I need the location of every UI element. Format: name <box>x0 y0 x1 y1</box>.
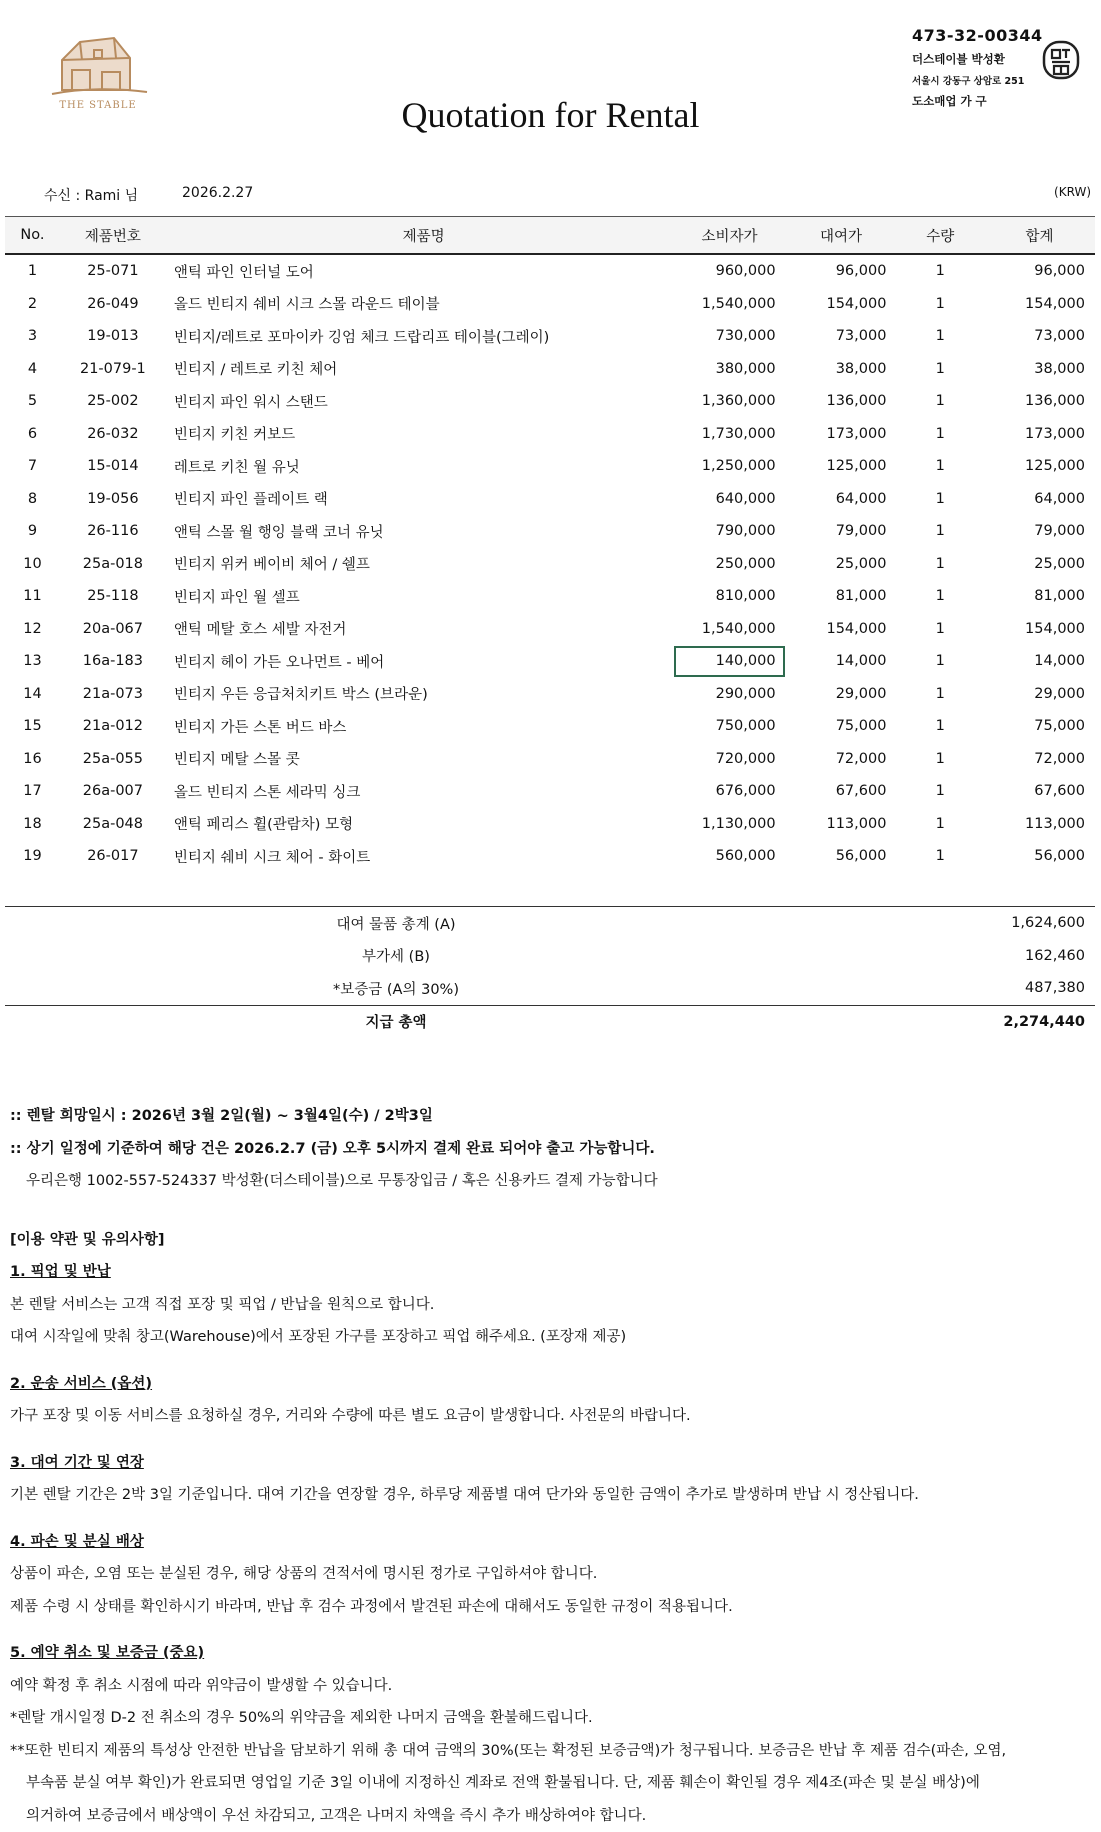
quantity[interactable]: 1 <box>896 254 984 288</box>
quantity[interactable]: 1 <box>896 775 984 808</box>
consumer-price[interactable]: 1,250,000 <box>673 450 785 483</box>
quantity[interactable]: 1 <box>896 418 984 451</box>
product-code[interactable]: 26-032 <box>60 418 166 451</box>
table-row <box>5 645 1095 678</box>
product-code[interactable]: 25-002 <box>60 385 166 418</box>
row-total[interactable]: 173,000 <box>984 418 1095 451</box>
deposit-label: *보증금 (A의 30%) <box>5 972 787 1005</box>
product-name[interactable]: 빈티지/레트로 포마이카 깅엄 체크 드랍리프 테이블(그레이) <box>166 320 674 353</box>
table-row <box>5 254 1095 288</box>
product-name[interactable]: 앤틱 스몰 월 행잉 블랙 코너 유닛 <box>166 515 674 548</box>
product-name[interactable]: 레트로 키친 월 유닛 <box>166 450 674 483</box>
row-number[interactable]: 13 <box>5 645 60 678</box>
row-total[interactable]: 38,000 <box>984 353 1095 386</box>
product-code[interactable]: 26-116 <box>60 515 166 548</box>
col-rental-price: 대여가 <box>786 217 897 255</box>
row-number[interactable]: 14 <box>5 678 60 711</box>
product-name[interactable]: 빈티지 위커 베이비 체어 / 쉘프 <box>166 548 674 581</box>
row-number[interactable]: 9 <box>5 515 60 548</box>
rental-price[interactable]: 73,000 <box>786 320 897 353</box>
product-code[interactable]: 26-049 <box>60 288 166 321</box>
table-row <box>5 840 1095 873</box>
product-name[interactable]: 빈티지 파인 월 셀프 <box>166 580 674 613</box>
consumer-price[interactable]: 730,000 <box>673 320 785 353</box>
business-type: 도소매업 가 구 <box>912 93 1043 109</box>
consumer-price[interactable]: 640,000 <box>673 483 785 516</box>
recipient: 수신 : Rami 님 <box>44 185 138 205</box>
product-name[interactable]: 앤틱 페리스 휠(관람차) 모형 <box>166 808 674 841</box>
row-total[interactable]: 67,600 <box>984 775 1095 808</box>
product-name[interactable]: 빈티지 키친 커보드 <box>166 418 674 451</box>
vat-label: 부가세 (B) <box>5 940 787 973</box>
row-number[interactable]: 5 <box>5 385 60 418</box>
logo-text: THE STABLE <box>42 100 154 111</box>
quantity[interactable]: 1 <box>896 645 984 678</box>
table-row <box>5 775 1095 808</box>
row-total[interactable]: 154,000 <box>984 613 1095 646</box>
grand-total-row <box>5 1005 1095 1038</box>
document-title: Quotation for Rental <box>0 94 1101 136</box>
consumer-price[interactable]: 960,000 <box>673 254 785 288</box>
quantity[interactable]: 1 <box>896 450 984 483</box>
table-row <box>5 515 1095 548</box>
product-code[interactable]: 15-014 <box>60 450 166 483</box>
vat-value: 162,460 <box>787 940 1095 973</box>
subtotal-row <box>5 907 1095 940</box>
table-row <box>5 548 1095 581</box>
product-name[interactable]: 앤틱 파인 인터널 도어 <box>166 254 674 288</box>
product-name[interactable]: 올드 빈티지 스톤 세라믹 싱크 <box>166 775 674 808</box>
row-total[interactable]: 25,000 <box>984 548 1095 581</box>
product-code[interactable]: 19-056 <box>60 483 166 516</box>
product-code[interactable]: 20a-067 <box>60 613 166 646</box>
quantity[interactable]: 1 <box>896 483 984 516</box>
row-total[interactable]: 96,000 <box>984 254 1095 288</box>
section-4-line-1: 상품이 파손, 오염 또는 분실된 경우, 해당 상품의 견적서에 명시된 정가로 구입하셔야 합니다. <box>10 1558 1090 1591</box>
section-1-line-2: 대여 시작일에 맞춰 창고(Warehouse)에서 포장된 가구를 포장하고 픽업 해주세요. (포장재 제공) <box>10 1321 1090 1354</box>
section-5-title: 5. 예약 취소 및 보증금 (중요) <box>10 1645 204 1661</box>
rental-price[interactable]: 38,000 <box>786 353 897 386</box>
row-total[interactable]: 81,000 <box>984 580 1095 613</box>
table-row <box>5 613 1095 646</box>
rental-price[interactable]: 25,000 <box>786 548 897 581</box>
currency-label: (KRW) <box>1054 185 1091 199</box>
company-seal-icon <box>1042 40 1080 80</box>
product-code[interactable]: 21-079-1 <box>60 353 166 386</box>
product-code[interactable]: 16a-183 <box>60 645 166 678</box>
rental-price[interactable]: 96,000 <box>786 254 897 288</box>
section-5-line-5: 의거하여 보증금에서 배상액이 우선 차감되고, 고객은 나머지 차액을 즉시 추가 배상하여야 합니다. <box>10 1800 1090 1832</box>
row-total[interactable]: 56,000 <box>984 840 1095 873</box>
col-consumer-price: 소비자가 <box>673 217 785 255</box>
product-name[interactable]: 빈티지 파인 워시 스탠드 <box>166 385 674 418</box>
rental-price[interactable]: 14,000 <box>786 645 897 678</box>
product-code[interactable]: 19-013 <box>60 320 166 353</box>
section-5-line-4: 부속품 분실 여부 확인)가 완료되면 영업일 기준 3일 이내에 지정하신 계좌로 전액 환불됩니다. 단, 제품 훼손이 확인될 경우 제4조(파손 및 분실 배상)에 <box>10 1767 1090 1800</box>
grand-total-value: 2,274,440 <box>787 1005 1095 1038</box>
company-address: 서울시 강동구 상암로 251 <box>912 73 1043 87</box>
terms-section <box>10 1100 1090 1832</box>
rental-price[interactable]: 154,000 <box>786 613 897 646</box>
table-row <box>5 418 1095 451</box>
table-row <box>5 483 1095 516</box>
col-total: 합계 <box>984 217 1095 255</box>
subtotal-label: 대여 물품 총계 (A) <box>5 907 787 940</box>
section-4-title: 4. 파손 및 분실 배상 <box>10 1534 144 1550</box>
consumer-price[interactable]: 380,000 <box>673 353 785 386</box>
row-total[interactable]: 75,000 <box>984 710 1095 743</box>
barn-icon <box>42 30 154 100</box>
product-code[interactable]: 25a-055 <box>60 743 166 776</box>
row-total[interactable]: 136,000 <box>984 385 1095 418</box>
row-total[interactable]: 154,000 <box>984 288 1095 321</box>
product-code[interactable]: 25-071 <box>60 254 166 288</box>
product-name[interactable]: 빈티지 / 레트로 키친 체어 <box>166 353 674 386</box>
product-name[interactable]: 빈티지 파인 플레이트 랙 <box>166 483 674 516</box>
quantity[interactable]: 1 <box>896 515 984 548</box>
consumer-price[interactable]: 810,000 <box>673 580 785 613</box>
table-row <box>5 353 1095 386</box>
business-reg-number: 473-32-00344 <box>912 26 1043 45</box>
rental-price[interactable]: 29,000 <box>786 678 897 711</box>
rental-price[interactable]: 79,000 <box>786 515 897 548</box>
section-1-line-1: 본 렌탈 서비스는 고객 직접 포장 및 픽업 / 반납을 원칙으로 합니다. <box>10 1289 1090 1322</box>
payment-deadline: :: 상기 일정에 기준하여 해당 건은 2026.2.7 (금) 오후 5시까지 결제 완료 되어야 출고 가능합니다. <box>10 1133 1090 1166</box>
quantity[interactable]: 1 <box>896 613 984 646</box>
product-code[interactable]: 25-118 <box>60 580 166 613</box>
consumer-price[interactable]: 1,540,000 <box>673 613 785 646</box>
row-total[interactable]: 72,000 <box>984 743 1095 776</box>
rental-price[interactable]: 113,000 <box>786 808 897 841</box>
row-number[interactable]: 1 <box>5 254 60 288</box>
consumer-price[interactable]: 720,000 <box>673 743 785 776</box>
consumer-price[interactable]: 140,000 <box>673 645 785 678</box>
col-no: No. <box>5 217 60 255</box>
quantity[interactable]: 1 <box>896 353 984 386</box>
rental-price[interactable]: 67,600 <box>786 775 897 808</box>
product-code[interactable]: 26a-007 <box>60 775 166 808</box>
rental-price[interactable]: 125,000 <box>786 450 897 483</box>
bank-info: 우리은행 1002-557-524337 박성환(더스테이블)으로 무통장입금 / 혹은 신용카드 결제 가능합니다 <box>10 1165 1090 1198</box>
rental-price[interactable]: 56,000 <box>786 840 897 873</box>
row-number[interactable]: 3 <box>5 320 60 353</box>
subtotal-value: 1,624,600 <box>787 907 1095 940</box>
row-number[interactable]: 19 <box>5 840 60 873</box>
quantity[interactable]: 1 <box>896 385 984 418</box>
product-name[interactable]: 빈티지 쉐비 시크 체어 - 화이트 <box>166 840 674 873</box>
col-product-code: 제품번호 <box>60 217 166 255</box>
quantity[interactable]: 1 <box>896 710 984 743</box>
quantity[interactable]: 1 <box>896 320 984 353</box>
terms-title: [이용 약관 및 유의사항] <box>10 1224 1090 1257</box>
row-number[interactable]: 18 <box>5 808 60 841</box>
consumer-price[interactable]: 750,000 <box>673 710 785 743</box>
row-total[interactable]: 29,000 <box>984 678 1095 711</box>
product-name[interactable]: 앤틱 메탈 호스 세발 자전거 <box>166 613 674 646</box>
quantity[interactable]: 1 <box>896 808 984 841</box>
table-row <box>5 710 1095 743</box>
deposit-value: 487,380 <box>787 972 1095 1005</box>
consumer-price[interactable]: 790,000 <box>673 515 785 548</box>
product-code[interactable]: 21a-073 <box>60 678 166 711</box>
row-total[interactable]: 64,000 <box>984 483 1095 516</box>
row-number[interactable]: 12 <box>5 613 60 646</box>
rental-price[interactable]: 173,000 <box>786 418 897 451</box>
product-code[interactable]: 26-017 <box>60 840 166 873</box>
quotation-table <box>5 216 1095 873</box>
rental-price[interactable]: 64,000 <box>786 483 897 516</box>
table-row <box>5 808 1095 841</box>
quantity[interactable]: 1 <box>896 288 984 321</box>
product-name[interactable]: 빈티지 헤이 가든 오나먼트 - 베어 <box>166 645 674 678</box>
section-2-line-1: 가구 포장 및 이동 서비스를 요청하실 경우, 거리와 수량에 따른 별도 요금이 발생합니다. 사전문의 바랍니다. <box>10 1400 1090 1433</box>
consumer-price[interactable]: 1,540,000 <box>673 288 785 321</box>
row-number[interactable]: 10 <box>5 548 60 581</box>
consumer-price[interactable]: 290,000 <box>673 678 785 711</box>
section-5-line-1: 예약 확정 후 취소 시점에 따라 위약금이 발생할 수 있습니다. <box>10 1670 1090 1703</box>
rental-price[interactable]: 81,000 <box>786 580 897 613</box>
row-number[interactable]: 16 <box>5 743 60 776</box>
table-row <box>5 743 1095 776</box>
col-product-name: 제품명 <box>166 217 674 255</box>
consumer-price[interactable]: 1,730,000 <box>673 418 785 451</box>
product-code[interactable]: 21a-012 <box>60 710 166 743</box>
table-row <box>5 678 1095 711</box>
rental-price[interactable]: 154,000 <box>786 288 897 321</box>
table-row <box>5 580 1095 613</box>
section-5-line-3: **또한 빈티지 제품의 특성상 안전한 반납을 담보하기 위해 총 대여 금액의 30%(또는 확정된 보증금액)가 청구됩니다. 보증금은 반납 후 제품 검수(파손, 오염, <box>10 1735 1090 1768</box>
table-header-row <box>5 217 1095 255</box>
row-number[interactable]: 11 <box>5 580 60 613</box>
row-number[interactable]: 15 <box>5 710 60 743</box>
table-row <box>5 450 1095 483</box>
table-row <box>5 385 1095 418</box>
consumer-price[interactable]: 250,000 <box>673 548 785 581</box>
product-name[interactable]: 빈티지 우든 응급처치키트 박스 (브라운) <box>166 678 674 711</box>
row-total[interactable]: 113,000 <box>984 808 1095 841</box>
product-name[interactable]: 빈티지 가든 스톤 버드 바스 <box>166 710 674 743</box>
product-code[interactable]: 25a-048 <box>60 808 166 841</box>
section-3-title: 3. 대여 기간 및 연장 <box>10 1455 144 1471</box>
rental-price[interactable]: 72,000 <box>786 743 897 776</box>
company-info <box>912 26 1043 109</box>
row-number[interactable]: 8 <box>5 483 60 516</box>
quantity[interactable]: 1 <box>896 678 984 711</box>
section-5-line-2: *렌탈 개시일정 D-2 전 취소의 경우 50%의 위약금을 제외한 나머지 금액을 환불해드립니다. <box>10 1702 1090 1735</box>
row-number[interactable]: 7 <box>5 450 60 483</box>
quote-date: 2026.2.27 <box>182 185 253 201</box>
product-code[interactable]: 25a-018 <box>60 548 166 581</box>
section-3-line-1: 기본 렌탈 기간은 2박 3일 기준입니다. 대여 기간을 연장할 경우, 하루당 제품별 대여 단가와 동일한 금액이 추가로 발생하며 반납 시 정산됩니다. <box>10 1479 1090 1512</box>
consumer-price[interactable]: 560,000 <box>673 840 785 873</box>
quantity[interactable]: 1 <box>896 840 984 873</box>
quantity[interactable]: 1 <box>896 548 984 581</box>
row-total[interactable]: 73,000 <box>984 320 1095 353</box>
consumer-price[interactable]: 1,130,000 <box>673 808 785 841</box>
section-4-line-2: 제품 수령 시 상태를 확인하시기 바라며, 반납 후 검수 과정에서 발견된 파손에 대해서도 동일한 규정이 적용됩니다. <box>10 1591 1090 1624</box>
product-name[interactable]: 빈티지 메탈 스몰 콧 <box>166 743 674 776</box>
rental-price[interactable]: 75,000 <box>786 710 897 743</box>
col-quantity: 수량 <box>896 217 984 255</box>
row-total[interactable]: 79,000 <box>984 515 1095 548</box>
product-name[interactable]: 올드 빈티지 쉐비 시크 스몰 라운드 테이블 <box>166 288 674 321</box>
section-1-title: 1. 픽업 및 반납 <box>10 1264 111 1280</box>
table-row <box>5 288 1095 321</box>
table-row <box>5 320 1095 353</box>
vat-row <box>5 940 1095 973</box>
consumer-price[interactable]: 1,360,000 <box>673 385 785 418</box>
row-total[interactable]: 14,000 <box>984 645 1095 678</box>
row-number[interactable]: 17 <box>5 775 60 808</box>
section-2-title: 2. 운송 서비스 (옵션) <box>10 1376 152 1392</box>
row-number[interactable]: 2 <box>5 288 60 321</box>
quantity[interactable]: 1 <box>896 743 984 776</box>
rental-price[interactable]: 136,000 <box>786 385 897 418</box>
grand-total-label: 지급 총액 <box>5 1005 787 1038</box>
quantity[interactable]: 1 <box>896 580 984 613</box>
summary-table <box>5 906 1095 1038</box>
row-number[interactable]: 6 <box>5 418 60 451</box>
row-total[interactable]: 125,000 <box>984 450 1095 483</box>
deposit-row <box>5 972 1095 1005</box>
consumer-price[interactable]: 676,000 <box>673 775 785 808</box>
row-number[interactable]: 4 <box>5 353 60 386</box>
company-name: 더스테이블 박성환 <box>912 51 1043 67</box>
rental-schedule: :: 렌탈 희망일시 : 2026년 3월 2일(월) ~ 3월4일(수) / 2박3일 <box>10 1100 1090 1133</box>
